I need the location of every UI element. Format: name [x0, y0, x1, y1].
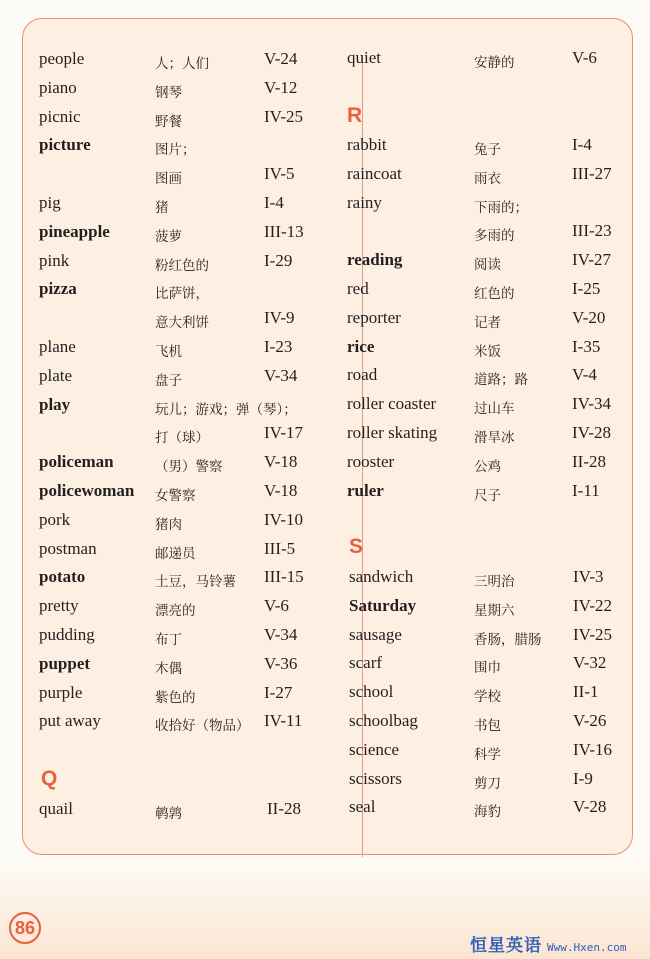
- glossary-entry: [23, 48, 623, 74]
- entry-unit-ref: IV-28: [572, 423, 612, 442]
- entry-meaning: 鹌鹑: [155, 806, 182, 822]
- entry-unit-ref: IV-5: [264, 164, 295, 184]
- glossary-entry: [23, 337, 623, 363]
- entry-unit-ref: V-6: [572, 48, 597, 67]
- entry-meaning: 木偶: [155, 660, 182, 677]
- entry-meaning: 邮递员: [155, 545, 196, 562]
- entry-word: people: [39, 49, 85, 68]
- entry-meaning: 围巾: [474, 660, 501, 677]
- entry-unit-ref: I-11: [572, 480, 600, 500]
- entry-meaning: 人；人们: [155, 56, 209, 72]
- entry-meaning: 图画: [155, 171, 182, 188]
- entry-word: pretty: [39, 596, 79, 616]
- glossary-entry: [23, 78, 623, 104]
- entry-word: road: [347, 365, 378, 385]
- entry-unit-ref: IV-25: [264, 106, 304, 126]
- entry-word: rabbit: [347, 135, 387, 154]
- entry-meaning: 下雨的；: [474, 199, 528, 216]
- entry-unit-ref: I-23: [264, 337, 293, 356]
- entry-unit-ref: II-28: [267, 799, 301, 818]
- entry-word: ruler: [347, 480, 384, 500]
- glossary-entry: [23, 394, 623, 420]
- entry-unit-ref: V-32: [573, 653, 607, 673]
- entry-meaning: 书包: [474, 718, 501, 734]
- glossary-entry: [23, 740, 623, 766]
- entry-meaning: 过山车: [474, 401, 515, 418]
- glossary-entry: [23, 596, 623, 622]
- entry-unit-ref: I-4: [264, 193, 284, 212]
- entry-word: reading: [347, 250, 403, 270]
- entry-word: policewoman: [39, 481, 135, 500]
- entry-meaning: 玩儿；游戏；弹（琴）；: [155, 401, 297, 418]
- entry-unit-ref: I-4: [572, 135, 592, 154]
- entry-word: raincoat: [347, 163, 402, 183]
- entry-meaning: 剪刀: [474, 775, 501, 792]
- entry-meaning: 科学: [474, 746, 501, 763]
- entry-unit-ref: V-4: [572, 365, 597, 385]
- entry-unit-ref: IV-22: [573, 595, 613, 615]
- entry-unit-ref: IV-10: [264, 509, 304, 529]
- entry-word: pink: [39, 250, 70, 270]
- entry-unit-ref: I-27: [264, 682, 293, 702]
- glossary-entry: [23, 221, 623, 247]
- entry-unit-ref: II-1: [573, 682, 599, 702]
- entry-meaning: 女警察: [155, 488, 196, 504]
- entry-unit-ref: IV-25: [573, 624, 613, 644]
- entry-unit-ref: V-18: [264, 481, 298, 500]
- entry-unit-ref: IV-11: [264, 711, 303, 731]
- entry-meaning: 打（球）: [155, 430, 209, 447]
- entry-meaning: 比萨饼，: [155, 286, 209, 303]
- entry-word: postman: [39, 538, 97, 558]
- entry-unit-ref: I-35: [572, 336, 601, 356]
- entry-word: puppet: [39, 653, 91, 673]
- glossary-entry: [23, 308, 623, 334]
- entry-unit-ref: V-28: [573, 797, 607, 817]
- entry-meaning: 道路；路: [474, 372, 528, 389]
- entry-word: Saturday: [349, 595, 417, 615]
- glossary-entry: [23, 510, 623, 536]
- entry-meaning: 盘子: [155, 372, 182, 389]
- entry-meaning: 星期六: [474, 602, 515, 619]
- entry-unit-ref: V-18: [264, 452, 298, 472]
- watermark-url: Www.Hxen.com: [547, 941, 627, 954]
- entry-unit-ref: IV-16: [573, 739, 613, 759]
- entry-word: reporter: [347, 307, 401, 327]
- glossary-entry: [23, 797, 623, 823]
- entry-word: picnic: [39, 106, 81, 126]
- glossary-entry: [23, 365, 623, 391]
- entry-meaning: 阅读: [474, 257, 501, 274]
- glossary-entry: [23, 193, 623, 219]
- entry-word: pineapple: [39, 221, 110, 241]
- entry-meaning: 多雨的: [474, 228, 515, 245]
- entry-meaning: 记者: [474, 314, 501, 331]
- entry-word: roller skating: [347, 423, 438, 442]
- glossary-entry: [23, 481, 623, 507]
- entry-word: play: [39, 394, 71, 414]
- entry-word: red: [347, 279, 369, 298]
- entry-unit-ref: V-6: [264, 596, 289, 616]
- entry-word: put away: [39, 711, 101, 731]
- entry-meaning: 布丁: [155, 632, 182, 648]
- entry-unit-ref: V-34: [264, 625, 298, 644]
- entry-meaning: 红色的: [474, 286, 515, 302]
- section-letter-s: S: [349, 535, 364, 558]
- entry-meaning: 香肠，腊肠: [474, 631, 542, 648]
- entry-unit-ref: V-12: [264, 77, 298, 97]
- entry-word: rooster: [347, 451, 395, 471]
- glossary-entry: [23, 653, 623, 679]
- glossary-entry: [23, 135, 623, 161]
- entry-unit-ref: I-29: [264, 250, 293, 270]
- entry-unit-ref: IV-34: [572, 394, 612, 414]
- entry-word: plate: [39, 365, 73, 385]
- entry-meaning: 漂亮的: [155, 603, 196, 620]
- entry-word: rice: [347, 336, 375, 356]
- entry-word: roller coaster: [347, 394, 437, 414]
- entry-unit-ref: I-25: [572, 279, 601, 298]
- entry-meaning: 海豹: [474, 804, 501, 821]
- entry-meaning: 粉红色的: [155, 257, 209, 274]
- glossary-entry: [23, 711, 623, 737]
- entry-word: potato: [39, 567, 86, 587]
- entry-word: scarf: [349, 653, 383, 673]
- glossary-entry: [23, 423, 623, 449]
- entry-meaning: 紫色的: [155, 689, 196, 706]
- entry-word: school: [349, 682, 394, 702]
- entry-word: purple: [39, 682, 83, 702]
- entry-meaning: 尺子: [474, 487, 501, 504]
- glossary-entry: [23, 250, 623, 276]
- entry-word: pudding: [39, 625, 95, 644]
- entry-word: sausage: [349, 624, 402, 644]
- page-number: 86: [9, 912, 41, 944]
- entry-word: pig: [39, 193, 61, 212]
- entry-unit-ref: V-36: [264, 653, 298, 673]
- entry-unit-ref: V-20: [572, 307, 606, 327]
- entry-word: quiet: [347, 48, 381, 67]
- entry-word: schoolbag: [349, 711, 418, 730]
- entry-word: sandwich: [349, 567, 414, 586]
- glossary-panel: [22, 18, 633, 855]
- entry-meaning: 三明治: [474, 574, 515, 590]
- entry-word: science: [349, 739, 400, 759]
- entry-meaning: 钢琴: [155, 84, 182, 101]
- watermark-brand: 恒星英语: [470, 936, 542, 956]
- entry-word: pizza: [39, 279, 77, 299]
- entry-meaning: 收拾好（物品）: [155, 718, 250, 735]
- entry-meaning: 安静的: [474, 55, 515, 71]
- glossary-entry: [23, 164, 623, 190]
- glossary-entry: [23, 567, 623, 593]
- entry-unit-ref: IV-27: [572, 250, 612, 270]
- section-letter-q: Q: [41, 767, 58, 790]
- entry-meaning: 猪: [155, 200, 169, 216]
- entry-word: pork: [39, 509, 71, 529]
- entry-unit-ref: IV-3: [573, 567, 604, 586]
- entry-meaning: （男）警察: [155, 459, 223, 476]
- entry-meaning: 菠萝: [155, 228, 182, 245]
- glossary-entry: [23, 107, 623, 133]
- entry-unit-ref: III-15: [264, 567, 304, 587]
- entry-unit-ref: IV-9: [264, 308, 295, 328]
- glossary-entry: [23, 625, 623, 651]
- entry-word: policeman: [39, 452, 114, 472]
- entry-word: plane: [39, 337, 76, 356]
- entry-unit-ref: I-9: [573, 768, 593, 788]
- entry-word: rainy: [347, 192, 382, 212]
- entry-meaning: 公鸡: [474, 458, 501, 475]
- entry-meaning: 野餐: [155, 113, 182, 130]
- entry-unit-ref: III-23: [572, 221, 612, 241]
- entry-meaning: 土豆，马铃薯: [155, 574, 236, 591]
- entry-word: picture: [39, 135, 91, 155]
- glossary-entry: [23, 279, 623, 305]
- entry-meaning: 雨衣: [474, 170, 501, 187]
- entry-meaning: 学校: [474, 689, 501, 706]
- entry-unit-ref: III-13: [264, 221, 304, 241]
- entry-meaning: 兔子: [474, 142, 501, 158]
- glossary-entry: [23, 769, 623, 795]
- entry-word: scissors: [349, 768, 402, 788]
- entry-word: piano: [39, 77, 77, 97]
- entry-unit-ref: V-26: [573, 711, 607, 730]
- glossary-entry: [23, 539, 623, 565]
- entry-meaning: 飞机: [155, 344, 182, 360]
- site-watermark: [470, 931, 626, 956]
- entry-meaning: 猪肉: [155, 516, 182, 533]
- entry-unit-ref: III-27: [572, 163, 612, 183]
- entry-unit-ref: V-24: [264, 49, 298, 68]
- section-letter-r: R: [347, 104, 363, 127]
- glossary-entry: [23, 452, 623, 478]
- entry-word: seal: [349, 797, 376, 817]
- entry-unit-ref: II-28: [572, 451, 606, 471]
- entry-unit-ref: III-5: [264, 538, 296, 558]
- entry-meaning: 意大利饼: [155, 315, 209, 332]
- entry-meaning: 滑旱冰: [474, 430, 515, 446]
- entry-unit-ref: IV-17: [264, 423, 304, 443]
- entry-meaning: 米饭: [474, 343, 501, 360]
- glossary-entry: [23, 682, 623, 708]
- entry-meaning: 图片；: [155, 142, 196, 159]
- entry-word: quail: [39, 799, 73, 818]
- entry-unit-ref: V-34: [264, 365, 298, 385]
